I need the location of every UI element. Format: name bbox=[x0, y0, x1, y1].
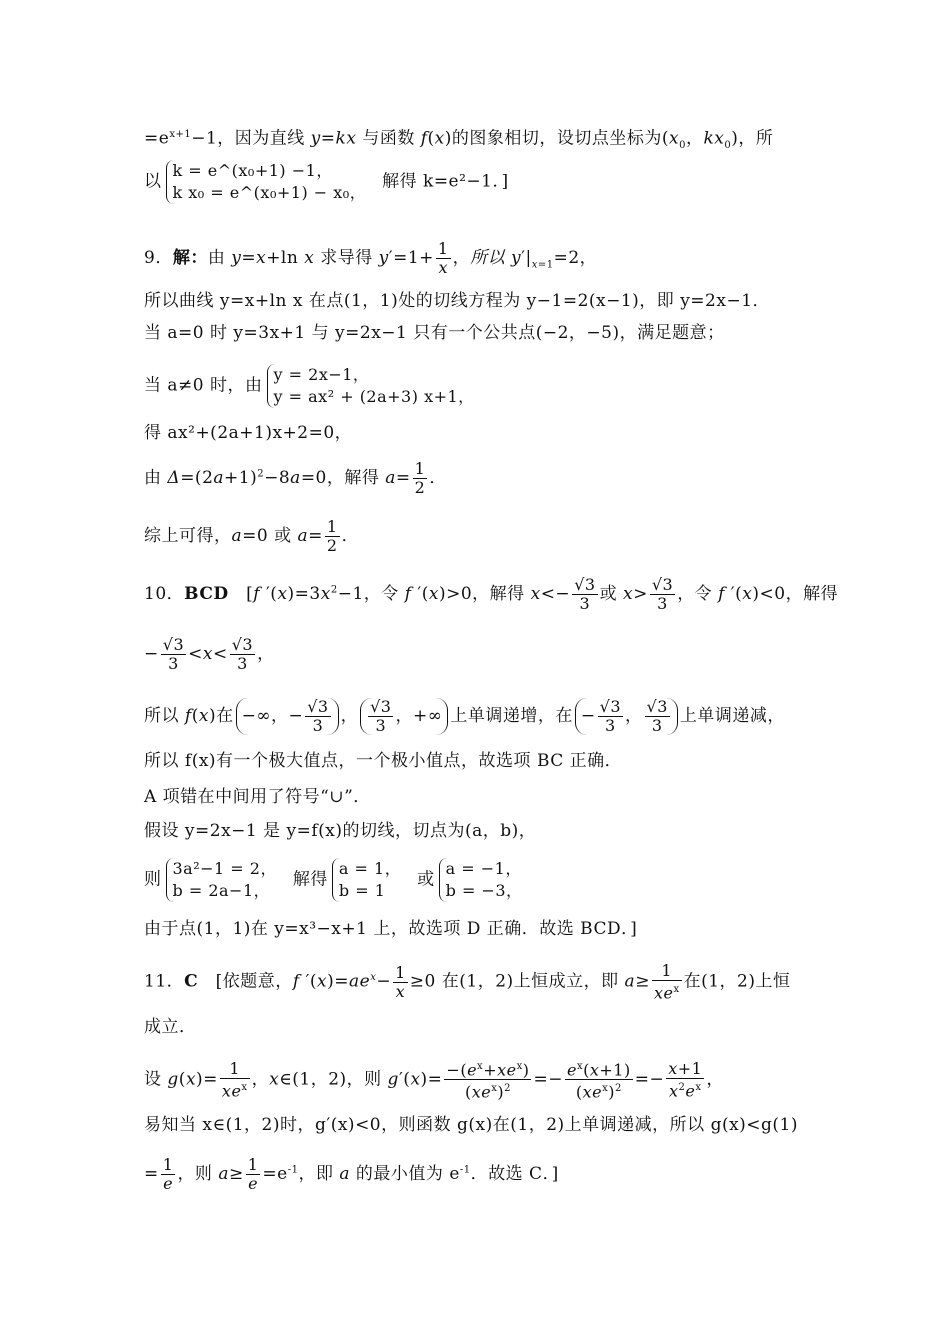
text-line: 易知当 x∈(1，2)时，g′(x)<0，则函数 g(x)在(1，2)上单调递减，所以 g(x)<g(1) bbox=[144, 1115, 799, 1135]
equation-system bbox=[267, 364, 481, 408]
text-line: = $\frac{1}{e}$ ，则 a≥ $\frac{1}{e}$ $=e^{-1}$，即 a 的最小值为 $e^{-1}$．故选 C．] bbox=[144, 1155, 559, 1193]
text-line: 所以曲线 y=x+ln x 在点(1，1)处的切线方程为 y−1=2(x−1)，即 y=2x−1． bbox=[144, 291, 771, 311]
system-line bbox=[144, 160, 509, 204]
text-line: 由 $\Delta=(2a+1)^2-8a=0$，解得 a= $\frac{1}{2}$ ． bbox=[144, 459, 447, 497]
equation: k = e^(x₀+1) −1， bbox=[172, 161, 333, 180]
text-line: 当 a=0 时 y=3x+1 与 y=2x−1 只有一个公共点(−2，−5)，满足题意； bbox=[144, 323, 725, 343]
text-line: 综上可得，a=0 或 a= $\frac{1}{2}$ ． bbox=[144, 517, 360, 555]
equation-system bbox=[166, 858, 283, 902]
text-fragment: 当 a≠0 时，由 bbox=[144, 375, 263, 396]
equation: a = −1， bbox=[445, 859, 522, 878]
question-10-heading: 10．BCD [f $'(x)=3x^2-1$，令 f ′(x)>0，解得 x<− $\frac{√3}{3}$ 或 x> $\frac{√3}{3}$ ，令 f ′(x)<0，解得 bbox=[144, 575, 839, 613]
text-line: − $\frac{√3}{3}$ <x< $\frac{√3}{3}$ ， bbox=[144, 635, 275, 673]
text-fragment: 则 bbox=[144, 869, 162, 890]
text-line: 假设 y=2x−1 是 y=f(x)的切线，切点为(a，b)， bbox=[144, 821, 537, 841]
equation: b = 2a−1， bbox=[172, 881, 271, 900]
system-line bbox=[144, 364, 485, 408]
text-line: 设 g(x)= $\frac{1}{xe^x}$ ，x∈(1，2)，则 g′(x)= $\frac{-(e^x+xe^x)}{(xe^x)^2}$ =− $\frac{e^x(x+1)}{(xe^x)^2}$ =− $\frac{x+1}{x^2e^x}$ ， bbox=[144, 1058, 724, 1102]
equation-system bbox=[166, 160, 373, 204]
text-line: $=e^{x+1}-1$，因为直线 y=kx 与函数 f(x)的图象相切，设切点坐标为($x_0$，$kx_0$)，所 bbox=[144, 128, 774, 152]
text-line: 由于点(1，1)在 y=x³−x+1 上，故选项 D 正确．故选 BCD．] bbox=[144, 919, 638, 939]
equation: b = −3， bbox=[445, 881, 523, 900]
text-fragment: 解得 k=e²−1．] bbox=[382, 171, 509, 192]
equation: y = 2x−1， bbox=[273, 365, 370, 384]
text-line: A 项错在中间用了符号“∪”． bbox=[144, 787, 371, 807]
text-fragment: 解得 bbox=[292, 869, 328, 890]
text-line: 所以 f(x)有一个极大值点，一个极小值点，故选项 BC 正确． bbox=[144, 751, 623, 771]
text-line: 成立． bbox=[144, 1017, 197, 1037]
equation: k x₀ = e^(x₀+1) − x₀， bbox=[172, 183, 367, 202]
equation-system bbox=[439, 858, 529, 902]
equation: b = 1 bbox=[338, 881, 386, 900]
question-9-heading: 9．解：由 y=x+ln x 求导得 y′=1+ $\frac{1}{x}$ ，所以 $y'|_{x=1}=2$， bbox=[144, 239, 598, 277]
system-line bbox=[144, 858, 533, 902]
equation-system bbox=[332, 858, 407, 902]
text-line: 所以 f(x)在 −∞，− $\frac{√3}{3}$ ， $\frac{√3}{3}$ ，+∞ 上单调递增，在 − $\frac{√3}{3}$ ， $\frac{√3}{3}$ 上单调递减， bbox=[144, 697, 785, 735]
equation: a = 1， bbox=[338, 859, 402, 878]
question-11-heading: 11．C [依题意，f $'(x)=ae^x-$ $\frac{1}{x}$ ≥0 在(1，2)上恒成立，即 a≥ $\frac{1}{xe^x}$ 在(1，2)上恒 bbox=[144, 961, 791, 1003]
text-line: 得 ax²+(2a+1)x+2=0， bbox=[144, 423, 353, 443]
equation: 3a²−1 = 2， bbox=[172, 859, 277, 878]
text-fragment: 以 bbox=[144, 171, 162, 192]
equation: y = ax² + (2a+3) x+1， bbox=[273, 387, 475, 406]
text-fragment: 或 bbox=[417, 869, 435, 890]
